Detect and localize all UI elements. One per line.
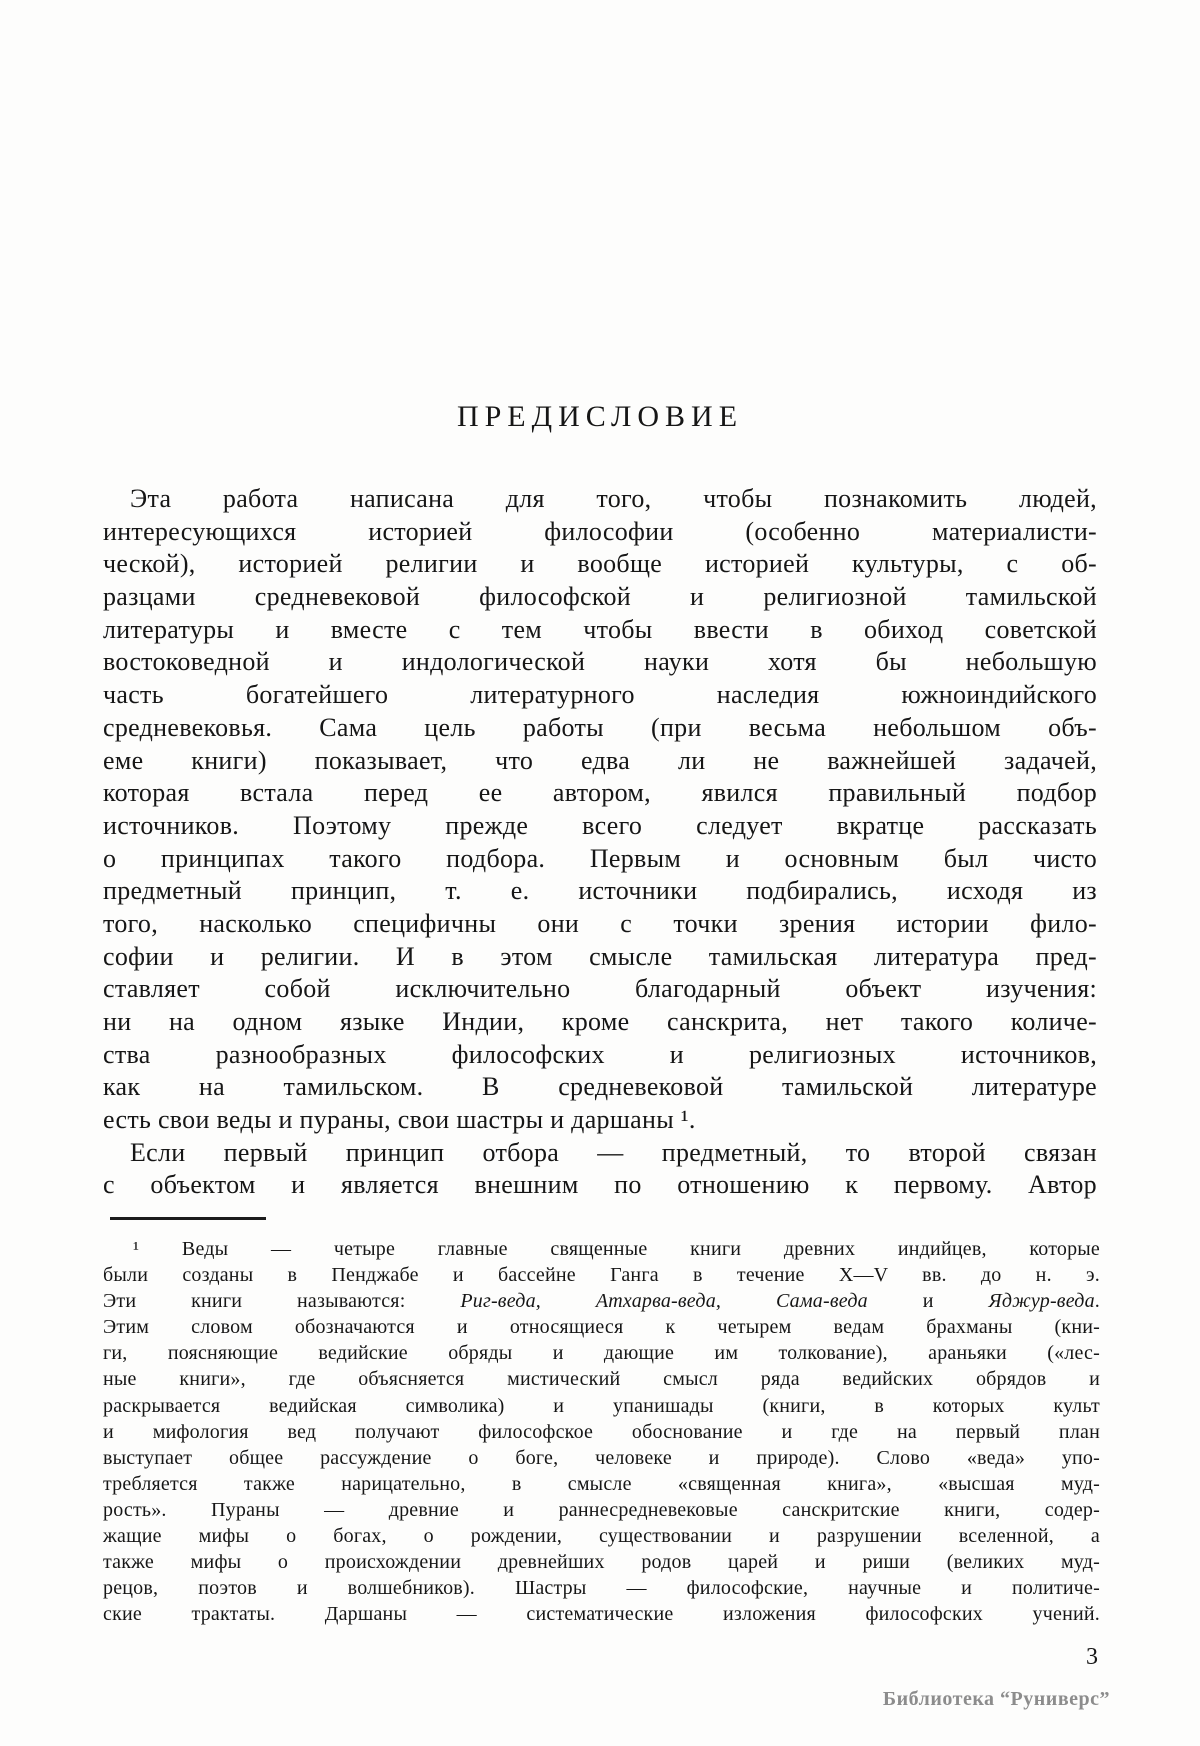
text-line: часть богатейшего литературного наследия южноиндийского [103,680,1097,710]
text-line: с объектом и является внешним по отношению к первому. Автор [103,1170,1097,1200]
paragraph-1 [103,483,1097,1137]
page-title: ПРЕДИСЛОВИЕ [456,400,744,433]
footnote-separator [110,1217,266,1220]
text-line: интересующихся историей философии (особенно материалисти- [103,516,1097,546]
text-line: ¹ Веды — четыре главные священные книги древних индийцев, которые [133,1238,1100,1260]
text-line: источников. Поэтому прежде всего следует вкратце рассказать [103,810,1097,840]
text-line: Эта работа написана для того, чтобы познакомить людей, [130,484,1097,513]
text-line: которая встала перед ее автором, явился правильный подбор [103,778,1097,808]
text-line: рецов, поэтов и волшебников). Шастры — философские, научные и политиче- [103,1577,1100,1600]
text-line: требляется также нарицательно, в смысле «священная книга», «высшая муд- [103,1472,1100,1495]
text-line: ческой), историей религии и вообще историей культуры, с об- [103,549,1097,579]
text-line: жащие мифы о богах, о рождении, существовании и разрушении вселенной, а [103,1525,1100,1548]
text-line: есть свои веды и пураны, свои шастры и даршаны ¹. [103,1105,696,1135]
text-line: литературы и вместе с тем чтобы ввести в обиход советской [103,614,1097,644]
text-line: востоковедной и индологической науки хотя бы небольшую [103,647,1097,677]
text-line: Если первый принцип отбора — предметный, то второй связан [130,1137,1097,1167]
text-line: ства разнообразных философских и религиозных источников, [103,1039,1097,1069]
library-watermark: Библиотека “Руниверс” [882,1688,1110,1710]
text-line: рость». Пураны — древние и раннесредневековые санскритские книги, содер- [103,1498,1100,1521]
text-line: того, насколько специфичны они с точки зрения истории фило- [103,908,1097,938]
text-line: Этим словом обозначаются и относящиеся к четырем ведам брахманы (кни- [103,1316,1100,1339]
text-line: ги, поясняющие ведийские обряды и дающие им толкование), араньяки («лес- [103,1342,1100,1365]
text-line: были созданы в Пенджабе и бассейне Ганга в течение X—V вв. до н. э. [103,1264,1100,1287]
text-line: средневековья. Сама цель работы (при весьма небольшом объ- [103,712,1097,742]
footnote [103,1236,1100,1627]
text-line: ские трактаты. Даршаны — систематические изложения философских учений. [103,1603,1100,1626]
text-line: выступает общее рассуждение о боге, человеке и природе). Слово «веда» упо- [103,1446,1100,1469]
page-number: 3 [1086,1644,1098,1670]
text-line: софии и религии. И в этом смысле тамильская литература пред- [103,941,1097,971]
text-line: Эти книги называются: Риг-веда, Атхарва-веда, Сама-веда и Яджур-веда. [103,1290,1100,1313]
text-line: как на тамильском. В средневековой тамильской литературе [103,1072,1097,1102]
text-line: и мифология вед получают философское обоснование и где на первый план [103,1420,1100,1443]
main-text [103,483,1097,1202]
text-line: также мифы о происхождении древнейших родов царей и риши (великих муд- [103,1551,1100,1574]
text-line: раскрывается ведийская символика) и упанишады (книги, в которых культ [103,1394,1100,1417]
text-line: ни на одном языке Индии, кроме санскрита, нет такого количе- [103,1007,1097,1036]
paragraph-2 [103,1137,1097,1202]
text-line: о принципах такого подбора. Первым и основным был чисто [103,843,1097,873]
text-line: ставляет собой исключительно благодарный объект изучения: [103,974,1097,1004]
text-line: ные книги», где объясняется мистический смысл ряда ведийских обрядов и [103,1368,1100,1391]
text-line: еме книги) показывает, что едва ли не важнейшей задачей, [103,745,1097,775]
text-line: разцами средневековой философской и религиозной тамильской [103,582,1097,612]
text-line: предметный принцип, т. е. источники подбирались, исходя из [103,876,1097,906]
